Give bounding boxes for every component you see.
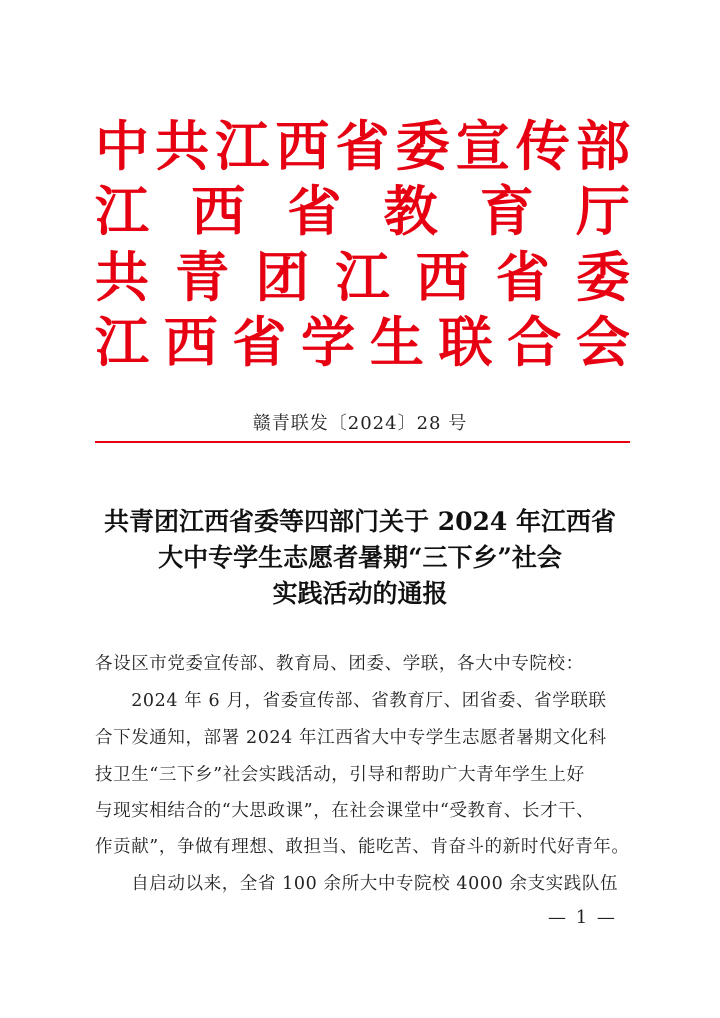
header-line-youth-league [95,248,630,308]
header-char: 团 [255,246,310,309]
document-number: 赣青联发〔2024〕28 号 [252,413,468,434]
body-line: 技卫生“三下乡”社会实践活动，引导和帮助广大青年学生上好 [95,765,585,785]
header-char: 西 [275,115,330,178]
body-line: 2024 年 6 月，省委宣传部、省教育厅、团省委、省学联联 [95,691,607,711]
header-line-student-federation [95,313,630,373]
red-divider [95,441,630,443]
header-line-propaganda-dept [95,117,630,177]
title-line-2: 大中专学生志愿者暑期“三下乡”社会 [158,543,562,572]
header-char: 省 [287,180,342,243]
body-line: 作贡献”，争做有理想、敢担当、能吃苦、肯奋斗的新时代好青年。 [95,837,630,857]
header-char: 共 [155,115,210,178]
header-char: 江 [95,311,149,374]
header-char: 中 [95,115,149,178]
header-line-education-dept [95,182,630,242]
page-number: — 1 — [548,907,617,928]
body-line: 自启动以来，全省 100 余所大中专院校 4000 余支实践队伍 [95,874,619,894]
header-char: 西 [191,180,246,243]
header-char: 共 [95,246,149,309]
header-char: 青 [175,246,230,309]
header-char: 省 [335,115,390,178]
header-char: 江 [335,246,390,309]
header-char: 部 [576,115,630,178]
header-char: 省 [232,311,287,374]
header-char: 育 [479,180,534,243]
header-char: 省 [495,246,550,309]
salutation: 各设区市党委宣传部、教育局、团委、学联，各大中专院校： [95,654,584,674]
header-char: 合 [507,311,562,374]
header-char: 学 [301,311,356,374]
header-char: 江 [215,115,270,178]
header-char: 厅 [575,180,630,243]
title-line-1: 共青团江西省委等四部门关于 2024 年江西省 [104,507,616,536]
header-char: 宣 [455,115,510,178]
header-char: 委 [395,115,450,178]
header-char: 联 [438,311,493,374]
header-char: 教 [383,180,438,243]
header-char: 委 [575,246,630,309]
header-char: 西 [415,246,470,309]
body-line: 合下发通知，部署 2024 年江西省大中专学生志愿者暑期文化科 [95,728,607,748]
body-line: 与现实相结合的“大思政课”，在社会课堂中“受教育、长才干、 [95,801,595,821]
header-char: 会 [575,311,630,374]
header-char: 西 [163,311,218,374]
title-line-3: 实践活动的通报 [272,579,448,608]
header-char: 生 [369,311,424,374]
header-char: 传 [515,115,570,178]
header-char: 江 [95,180,149,243]
